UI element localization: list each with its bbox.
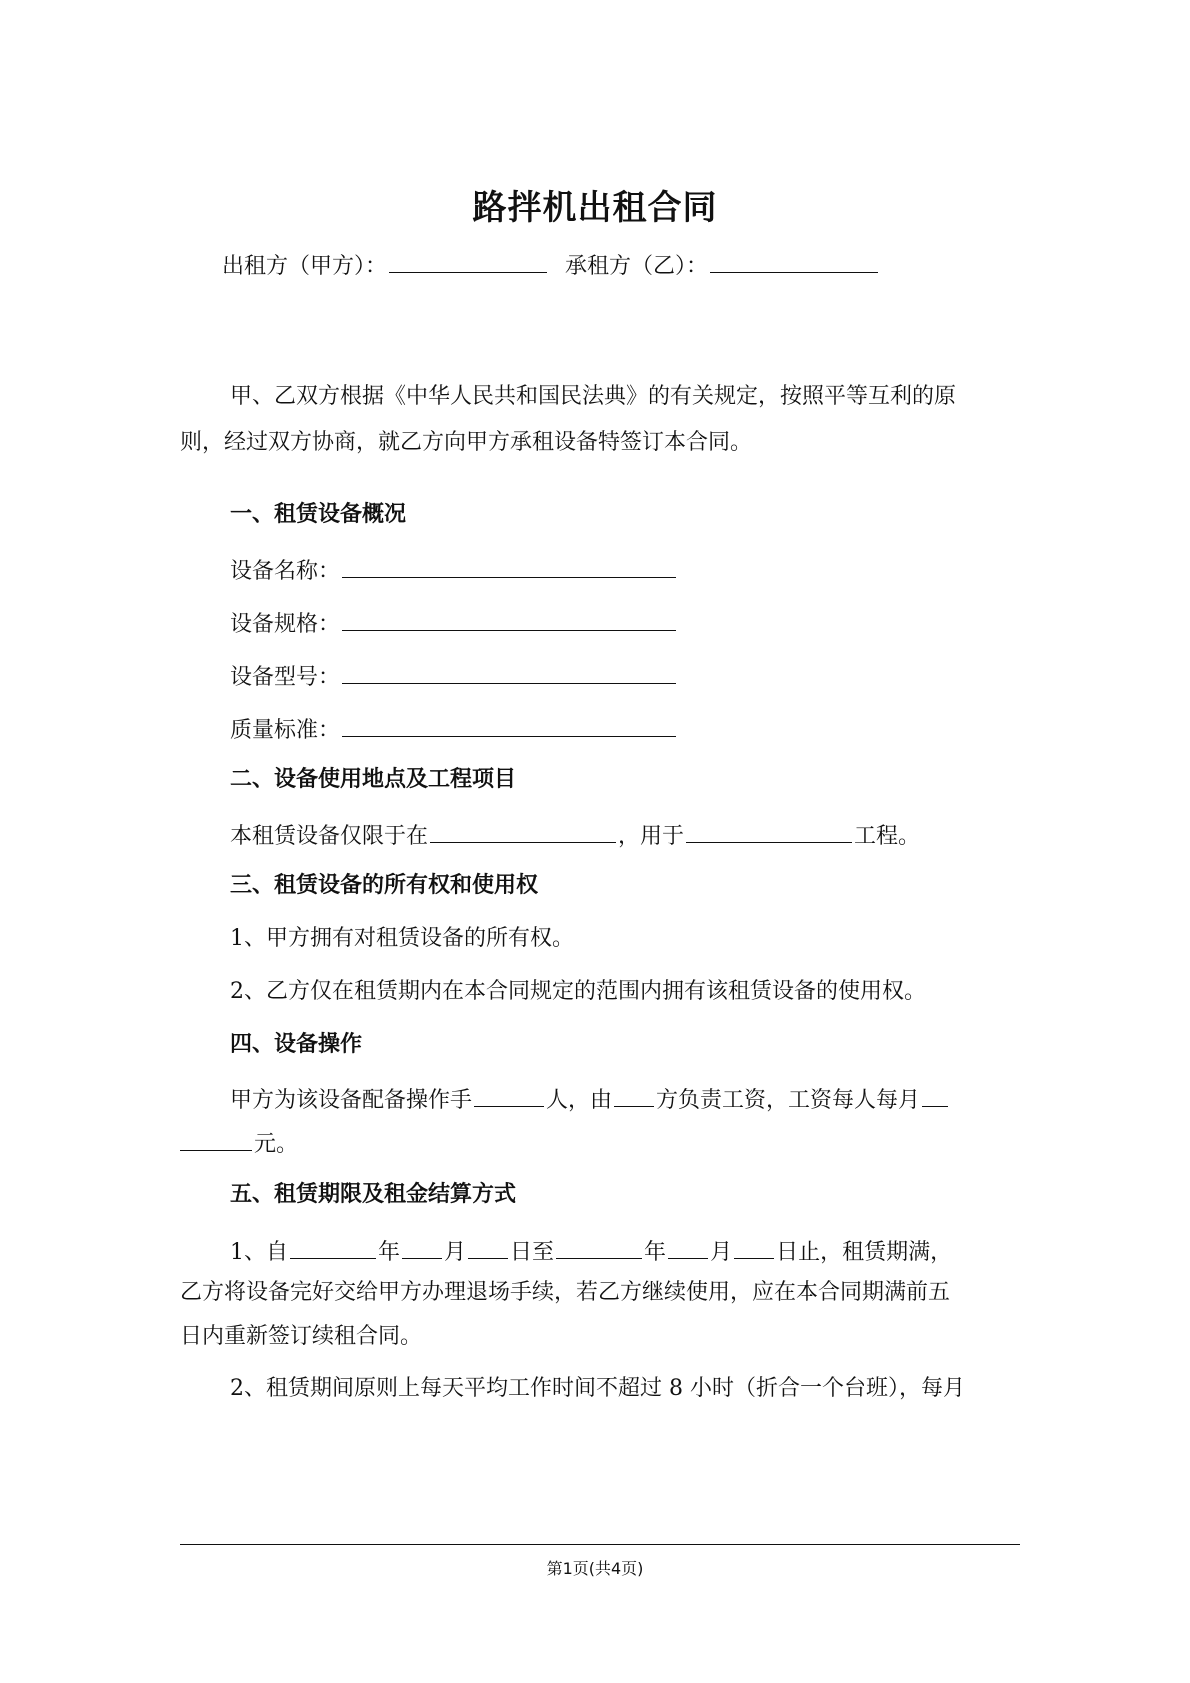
location-blank (430, 818, 616, 843)
wage-blank-start (922, 1082, 948, 1107)
lessee-label: 承租方（乙）： (565, 254, 709, 279)
section-2-heading: 二、设备使用地点及工程项目 (230, 767, 517, 792)
text-fragment: 甲方为该设备配备操作手 (230, 1088, 473, 1113)
text-fragment: 月 (444, 1240, 467, 1265)
document-title: 路拌机出租合同 (472, 188, 718, 228)
section-2-text (230, 818, 1070, 852)
field-equipment-model (230, 659, 1070, 693)
payer-blank (614, 1082, 654, 1107)
section-4-text-line-1 (230, 1082, 1070, 1116)
preamble-line-1: 甲、乙双方根据《中华人民共和国民法典》的有关规定，按照平等互利的原 (230, 384, 957, 409)
start-year-blank (290, 1234, 376, 1259)
footer-divider (180, 1544, 1020, 1545)
field-quality-standard (230, 712, 1070, 746)
page-number: 第1页(共4页) (546, 1559, 644, 1578)
section-3-heading: 三、租赁设备的所有权和使用权 (230, 873, 539, 898)
field-blank (342, 712, 676, 737)
text-fragment: 月 (710, 1240, 733, 1265)
lessor-blank (389, 248, 547, 273)
parties-line (222, 248, 1062, 282)
field-label: 设备型号： (230, 665, 341, 690)
section-5-item-2-line-1: 2、租赁期间原则上每天平均工作时间不超过 8 小时（折合一个台班），每月 (230, 1376, 965, 1401)
section-5-item-1-line-2: 乙方将设备完好交给甲方办理退场手续，若乙方继续使用，应在本合同期满前五 (180, 1280, 951, 1305)
section-4-heading: 四、设备操作 (230, 1032, 363, 1057)
text-fragment: 工程。 (854, 824, 921, 849)
text-fragment: 本租赁设备仅限于在 (230, 824, 429, 849)
end-year-blank (556, 1234, 642, 1259)
text-fragment: 元。 (254, 1132, 299, 1157)
section-4-text-line-2 (180, 1126, 1020, 1160)
section-3-item-2: 2、乙方仅在租赁期内在本合同规定的范围内拥有该租赁设备的使用权。 (230, 979, 926, 1004)
project-blank (686, 818, 852, 843)
text-fragment: 日至 (510, 1240, 555, 1265)
start-month-blank (402, 1234, 442, 1259)
field-blank (342, 606, 676, 631)
start-day-blank (468, 1234, 508, 1259)
lessor-label: 出租方（甲方）： (222, 254, 388, 279)
end-month-blank (668, 1234, 708, 1259)
text-fragment: 年 (378, 1240, 401, 1265)
field-equipment-name (230, 553, 1070, 587)
operator-count-blank (474, 1082, 544, 1107)
field-label: 设备名称： (230, 559, 341, 584)
text-fragment: 1、自 (230, 1240, 288, 1265)
text-fragment: 人，由 (546, 1088, 613, 1113)
text-fragment: ，用于 (618, 824, 685, 849)
lessee-blank (710, 248, 878, 273)
section-5-heading: 五、租赁期限及租金结算方式 (230, 1182, 517, 1207)
end-day-blank (734, 1234, 774, 1259)
field-blank (342, 659, 676, 684)
section-3-item-1: 1、甲方拥有对租赁设备的所有权。 (230, 926, 574, 951)
section-5-item-1-line-1 (230, 1234, 1070, 1268)
preamble-line-2: 则，经过双方协商，就乙方向甲方承租设备特签订本合同。 (180, 430, 753, 455)
wage-blank-end (180, 1126, 252, 1151)
section-5-item-1-line-3: 日内重新签订续租合同。 (180, 1324, 423, 1349)
section-1-heading: 一、租赁设备概况 (230, 502, 407, 527)
field-equipment-spec (230, 606, 1070, 640)
text-fragment: 年 (644, 1240, 667, 1265)
field-label: 质量标准： (230, 718, 341, 743)
field-blank (342, 553, 676, 578)
text-fragment: 日止，租赁期满， (776, 1240, 953, 1265)
field-label: 设备规格： (230, 612, 341, 637)
text-fragment: 方负责工资，工资每人每月 (656, 1088, 921, 1113)
